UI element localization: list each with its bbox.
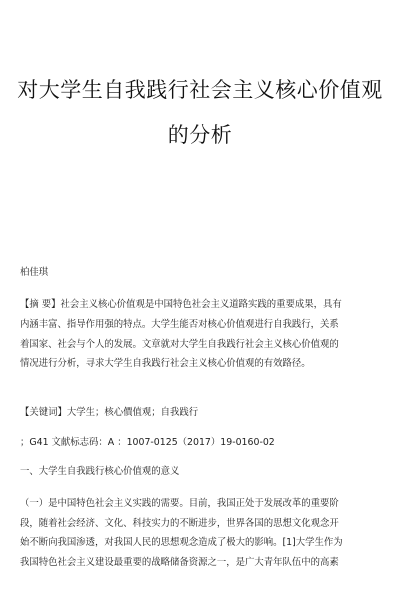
abstract-line-4: 情况进行分析，寻求大学生自我践行社会主义核心价值观的有效路径。	[20, 358, 311, 369]
abstract-line-1: 【摘 要】社会主义核心价值观是中国特色社会主义道路实践的重要成果，具有	[20, 299, 342, 310]
author-name: 柏佳琪	[20, 267, 49, 278]
classification-line: ；G41 文献标志码：A ：1007-0125（2017）19-0160-02	[20, 437, 275, 448]
body-line-4: 我国特色社会主义建设最重要的战略储备资源之一，是广大青年队伍中的高素	[20, 557, 339, 568]
body-line-3: 始不断向我国渗透，对我国人民的思想观念造成了极大的影响。[1]大学生作为	[20, 537, 343, 548]
document-title-line-1: 对大学生自我践行社会主义核心价值观	[17, 78, 383, 102]
abstract-line-2: 内涵丰富、指导作用强的特点。大学生能否对核心价值观进行自我践行，关系	[20, 319, 339, 330]
section-heading: 一、大学生自我践行核心价值观的意义	[20, 466, 180, 477]
abstract-line-3: 着国家、社会与个人的发展。文章就对大学生自我践行社会主义核心价值观的	[20, 339, 339, 350]
document-title-line-2: 的分析	[167, 123, 233, 147]
body-line-1: （一）是中国特色社会主义实践的需要。目前，我国正处于发展改革的重要阶	[20, 498, 339, 509]
keywords-line: 【关键词】大学生；核心價值观；自我践行	[20, 407, 199, 418]
body-line-2: 段，随着社会经济、文化、科技实力的不断进步，世界各国的思想文化观念开	[20, 518, 339, 529]
